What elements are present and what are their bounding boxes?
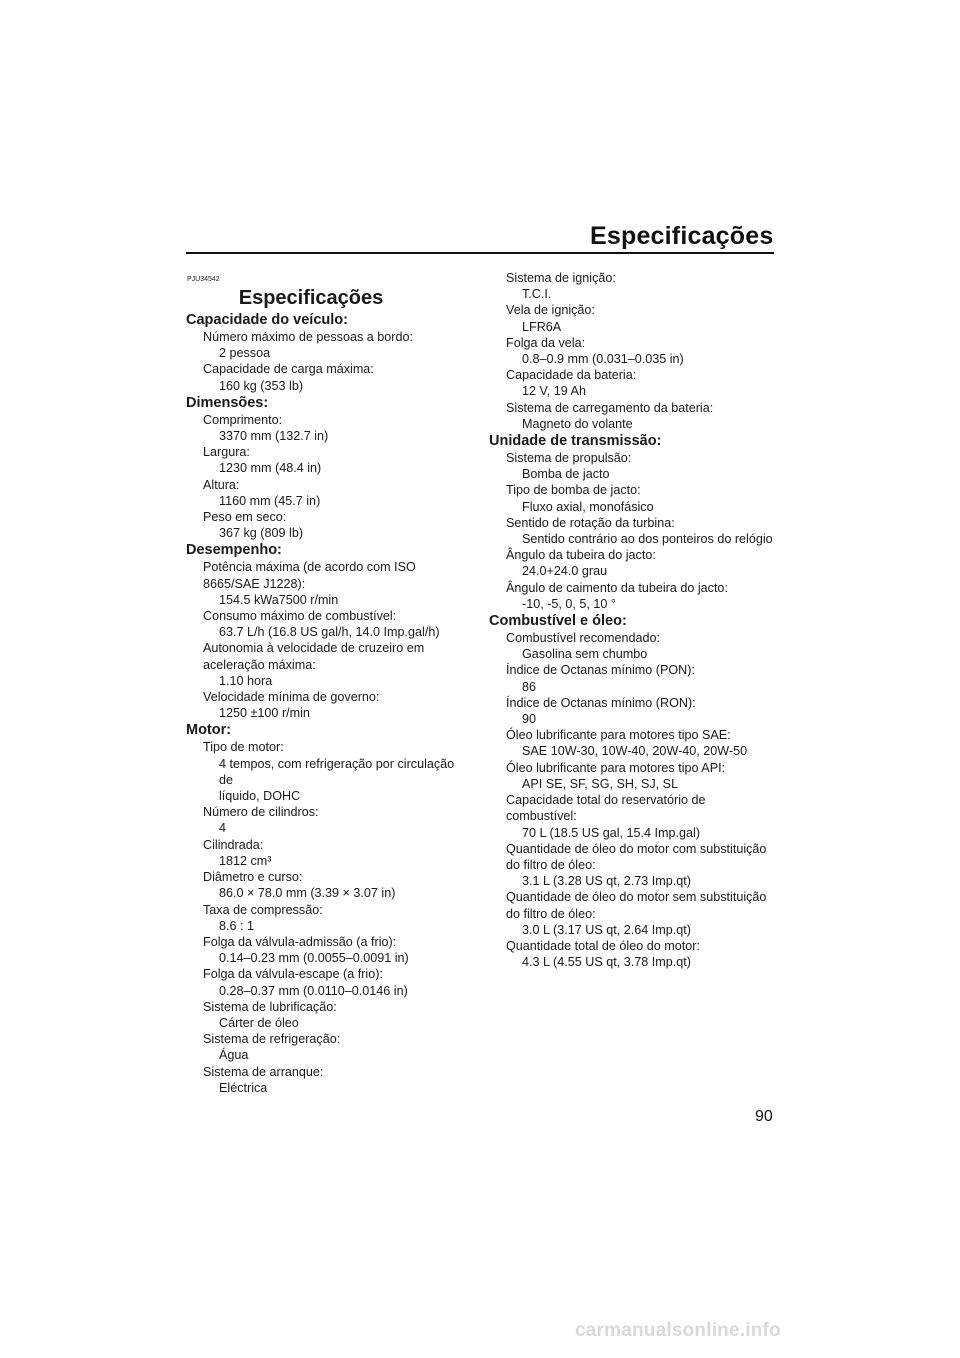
spec-label: Ângulo de caimento da tubeira do jacto:	[506, 580, 728, 595]
spec-value: 3.0 L (3.17 US qt, 2.64 Imp.qt)	[522, 922, 691, 937]
spec-value: 0.28–0.37 mm (0.0110–0.0146 in)	[219, 983, 408, 998]
section-heading: Dimensões:	[186, 394, 269, 411]
spec-label: Capacidade de carga máxima:	[203, 362, 374, 377]
spec-value: líquido, DOHC	[219, 789, 301, 804]
spec-value: 1812 cm³	[219, 853, 272, 868]
spec-value: 4	[219, 821, 227, 836]
spec-section	[489, 270, 779, 432]
spec-value: 3.1 L (3.28 US qt, 2.73 Imp.qt)	[522, 874, 691, 889]
spec-label: Folga da válvula-escape (a frio):	[203, 967, 383, 982]
spec-label: Tipo de bomba de jacto:	[506, 483, 641, 498]
spec-value: 1.10 hora	[219, 673, 273, 688]
spec-value: -10, -5, 0, 5, 10 °	[522, 596, 616, 611]
spec-value: T.C.I.	[522, 287, 552, 302]
spec-section	[186, 721, 470, 1095]
spec-label: 8665/SAE J1228):	[203, 576, 306, 591]
spec-label: do filtro de óleo:	[506, 857, 596, 872]
section-heading: Desempenho:	[186, 542, 282, 559]
spec-label: combustível:	[506, 809, 577, 824]
page-header-title: Especificações	[590, 222, 774, 250]
spec-value: 0.8–0.9 mm (0.031–0.035 in)	[522, 352, 684, 367]
spec-value: 90	[522, 712, 537, 727]
spec-label: Índice de Octanas mínimo (PON):	[506, 663, 695, 678]
spec-label: Comprimento:	[203, 412, 283, 427]
spec-label: Capacidade da bateria:	[506, 368, 637, 383]
spec-label: Capacidade total do reservatório de	[506, 793, 706, 808]
spec-value: Magneto do volante	[522, 416, 633, 431]
spec-value: 160 kg (353 lb)	[219, 378, 304, 393]
spec-label: aceleração máxima:	[203, 657, 316, 672]
main-title: Especificações	[238, 287, 384, 309]
spec-section	[186, 311, 470, 394]
spec-label: Índice de Octanas mínimo (RON):	[506, 695, 696, 710]
spec-label: Quantidade de óleo do motor com substituição	[506, 841, 767, 856]
spec-value: 12 V, 19 Ah	[522, 384, 586, 399]
spec-label: Consumo máximo de combustível:	[203, 609, 397, 624]
spec-label: Vela de ignição:	[506, 303, 595, 318]
spec-label: Peso em seco:	[203, 510, 287, 525]
left-column	[186, 270, 470, 1096]
spec-label: Tipo de motor:	[203, 740, 284, 755]
spec-label: Folga da vela:	[506, 335, 586, 350]
spec-label: Sistema de refrigeração:	[203, 1032, 341, 1047]
spec-label: Velocidade mínima de governo:	[203, 690, 380, 705]
spec-label: Diâmetro e curso:	[203, 870, 303, 885]
spec-value: 86	[522, 679, 537, 694]
right-column	[489, 270, 779, 970]
spec-value: 1160 mm (45.7 in)	[219, 493, 321, 508]
spec-value: Bomba de jacto	[522, 467, 610, 482]
spec-value: 4.3 L (4.55 US qt, 3.78 Imp.qt)	[522, 955, 691, 970]
spec-value: 24.0+24.0 grau	[522, 564, 608, 579]
spec-section	[186, 541, 470, 721]
spec-label: Óleo lubrificante para motores tipo SAE:	[506, 728, 731, 743]
spec-value: 4 tempos, com refrigeração por circulação de	[219, 756, 455, 787]
spec-value: 0.14–0.23 mm (0.0055–0.0091 in)	[219, 951, 409, 966]
section-heading: Motor:	[186, 722, 232, 739]
spec-value: 8.6 : 1	[219, 918, 255, 933]
spec-label: Altura:	[203, 477, 240, 492]
spec-value: 3370 mm (132.7 in)	[219, 429, 329, 444]
spec-value: Cárter de óleo	[219, 1015, 299, 1030]
spec-label: Sistema de lubrificação:	[203, 999, 337, 1014]
spec-value: 367 kg (809 lb)	[219, 526, 304, 541]
spec-value: 63.7 L/h (16.8 US gal/h, 14.0 Imp.gal/h)	[219, 625, 440, 640]
section-heading: Unidade de transmissão:	[489, 433, 662, 450]
spec-label: Cilindrada:	[203, 837, 264, 852]
spec-label: Sistema de ignição:	[506, 271, 616, 285]
spec-value: 2 pessoa	[219, 346, 271, 361]
spec-label: Potência máxima (de acordo com ISO	[203, 560, 416, 575]
spec-value: Fluxo axial, monofásico	[522, 499, 654, 514]
spec-value: 70 L (18.5 US gal, 15.4 Imp.gal)	[522, 825, 701, 840]
left-sections	[186, 311, 470, 1096]
spec-label: Folga da válvula-admissão (a frio):	[203, 934, 397, 949]
spec-value: Sentido contrário ao dos ponteiros do relógio	[522, 532, 773, 547]
spec-label: Quantidade de óleo do motor sem substituição	[506, 890, 767, 905]
spec-value: 1230 mm (48.4 in)	[219, 461, 322, 476]
spec-label: Número de cilindros:	[203, 805, 319, 820]
spec-label: Sistema de propulsão:	[506, 451, 632, 466]
spec-section	[489, 432, 779, 612]
spec-label: Quantidade total de óleo do motor:	[506, 938, 700, 953]
spec-value: 86.0 × 78.0 mm (3.39 × 3.07 in)	[219, 886, 396, 901]
spec-label: Largura:	[203, 445, 250, 460]
spec-section	[186, 394, 470, 542]
spec-label: Sistema de arranque:	[203, 1064, 324, 1079]
spec-label: Ângulo da tubeira do jacto:	[506, 548, 656, 563]
spec-label: Óleo lubrificante para motores tipo API:	[506, 760, 726, 775]
spec-label: Sistema de carregamento da bateria:	[506, 400, 714, 415]
section-heading: Combustível e óleo:	[489, 613, 627, 630]
watermark: carmanualsonline.info	[575, 1320, 781, 1341]
spec-value: 1250 ±100 r/min	[219, 706, 310, 721]
spec-value: API SE, SF, SG, SH, SJ, SL	[522, 776, 679, 791]
spec-value: SAE 10W-30, 10W-40, 20W-40, 20W-50	[522, 744, 748, 759]
spec-value: Água	[219, 1048, 249, 1063]
spec-label: Combustível recomendado:	[506, 631, 661, 646]
page-number: 90	[755, 1108, 773, 1125]
spec-value: Gasolina sem chumbo	[522, 647, 648, 662]
spec-label: Número máximo de pessoas a bordo:	[203, 330, 413, 344]
spec-label: do filtro de óleo:	[506, 906, 596, 921]
spec-section	[489, 612, 779, 970]
document-code: PJU34542	[187, 276, 220, 283]
spec-label: Sentido de rotação da turbina:	[506, 515, 675, 530]
right-sections	[489, 270, 779, 970]
header-rule	[186, 252, 774, 254]
spec-label: Autonomia à velocidade de cruzeiro em	[203, 641, 425, 656]
spec-value: 154.5 kWa7500 r/min	[219, 592, 339, 607]
section-heading: Capacidade do veículo:	[186, 312, 348, 328]
spec-label: Taxa de compressão:	[203, 902, 323, 917]
spec-value: Eléctrica	[219, 1080, 268, 1095]
spec-value: LFR6A	[522, 319, 562, 334]
